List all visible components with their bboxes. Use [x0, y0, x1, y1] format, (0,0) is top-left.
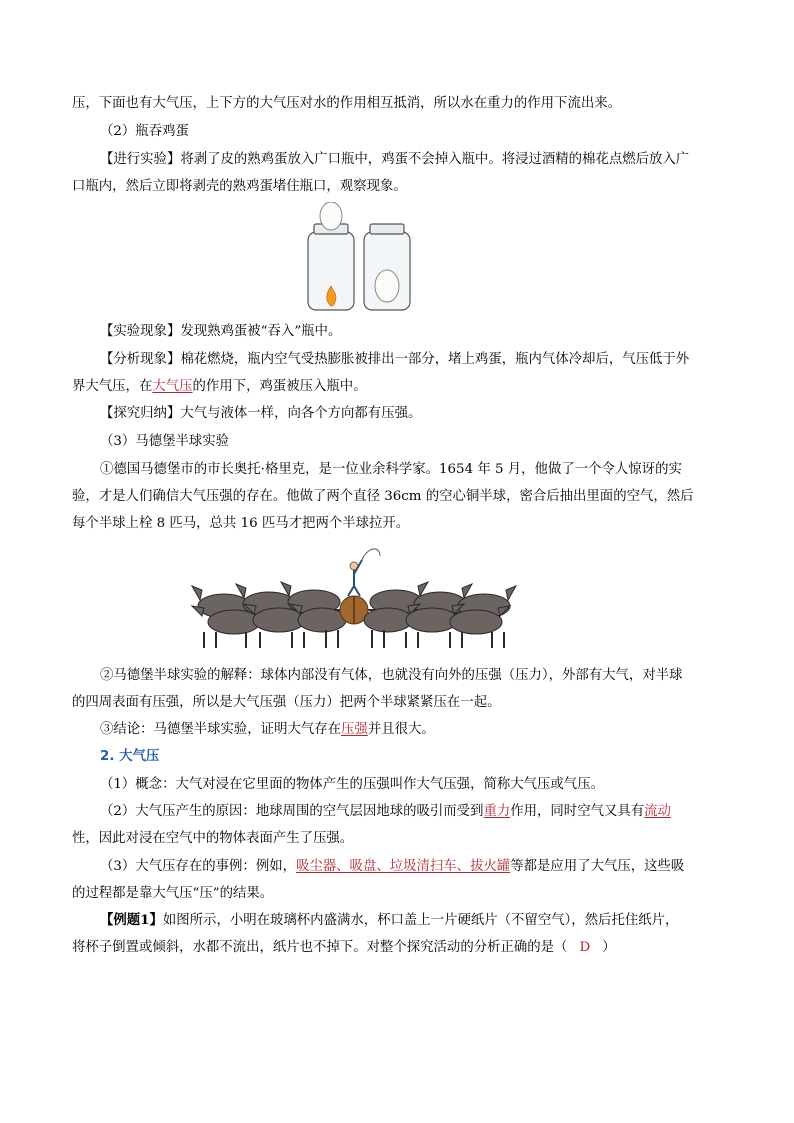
section-heading-atmospheric-pressure: 2. 大气压 — [100, 749, 160, 764]
paragraph-line: 压，下面也有大气压，上下方的大气压对水的作用相互抵消，所以水在重力的作用下流出来。 — [72, 96, 622, 111]
paragraph-line: 【分析现象】棉花燃烧，瓶内空气受热膨胀被排出一部分，堵上鸡蛋，瓶内气体冷却后，气压低于外 — [100, 352, 690, 367]
underlined-term: 压强 — [341, 722, 368, 737]
text: 的作用下，鸡蛋被压入瓶中。 — [192, 379, 367, 394]
horses-right — [364, 582, 516, 648]
text: 将杯子倒置或倾斜，水都不流出，纸片也不掉下。对整个探究活动的分析正确的是（ — [72, 940, 568, 955]
text: （2）大气压产生的原因：地球周围的空气层因地球的吸引而受到 — [100, 804, 484, 819]
egg-on-bottle — [320, 202, 342, 230]
example-label: 【例题1】 — [100, 912, 163, 928]
paragraph-line — [100, 716, 750, 743]
paragraph-line: 【实验现象】发现熟鸡蛋被“吞入”瓶中。 — [100, 324, 342, 339]
underlined-term: 重力 — [483, 804, 511, 819]
paragraph-line — [100, 853, 750, 880]
subheading-magdeburg: （3）马德堡半球实验 — [100, 434, 230, 449]
paragraph-line: 的过程都是靠大气压“压”的结果。 — [72, 886, 274, 901]
subheading-egg-in-bottle: （2）瓶吞鸡蛋 — [100, 124, 189, 139]
paragraph-line — [72, 373, 722, 400]
paragraph-line: 【探究归纳】大气与液体一样，向各个方向都有压强。 — [100, 406, 422, 421]
paragraph-line: 每个半球上栓 8 匹马，总共 16 匹马才把两个半球拉开。 — [72, 516, 410, 531]
text: 如图所示，小明在玻璃杯内盛满水，杯口盖上一片硬纸片（不留空气），然后托住纸片， — [162, 913, 679, 928]
magdeburg-hemispheres-figure — [184, 540, 524, 652]
paragraph-line — [72, 934, 722, 961]
paragraph-line: （1）概念：大气对浸在它里面的物体产生的压强叫作大气压强，简称大气压或气压。 — [100, 777, 604, 792]
paragraph-line — [100, 798, 750, 825]
answer-mark: D — [579, 940, 591, 955]
text: 并且很大。 — [367, 722, 435, 737]
text: （3）大气压存在的事例：例如， — [100, 859, 296, 874]
underlined-term: 吸尘器、吸盘、垃圾清扫车、拔火罐 — [296, 859, 511, 874]
paragraph-line: 的四周表面有压强，所以是大气压强（压力）把两个半球紧紧压在一起。 — [72, 695, 501, 710]
paragraph-line: 【进行实验】将剥了皮的熟鸡蛋放入广口瓶中，鸡蛋不会掉入瓶中。将浸过酒精的棉花点燃后放入广 — [100, 152, 690, 167]
egg-bottle-figure — [300, 202, 418, 314]
text: 界大气压，在 — [72, 379, 153, 394]
man-with-whip — [348, 549, 380, 596]
paragraph-line: 验，才是人们确信大气压强的存在。他做了两个直径 36cm 的空心铜半球，密合后抽出里面的空气，然后 — [72, 489, 694, 504]
text: 等都是应用了大气压，这些吸 — [510, 859, 685, 874]
paragraph-line: 口瓶内，然后立即将剥壳的熟鸡蛋堵住瓶口，观察现象。 — [72, 179, 407, 194]
paragraph-line: ②马德堡半球实验的解释：球体内部没有气体，也就没有向外的压强（压力），外部有大气，对半球 — [100, 668, 683, 683]
example-question — [100, 907, 750, 934]
paragraph-line: 性，因此对浸在空气中的物体表面产生了压强。 — [72, 831, 354, 846]
egg-in-bottle — [375, 270, 399, 302]
text: 作用，同时空气又具有 — [510, 804, 645, 819]
underlined-term: 流动 — [644, 804, 671, 819]
horses-left — [192, 582, 346, 648]
underlined-term: 大气压 — [152, 379, 193, 394]
text: ③结论：马德堡半球实验，证明大气存在 — [100, 722, 342, 737]
text: ） — [602, 940, 616, 955]
paragraph-line: ①德国马德堡市的市长奥托·格里克，是一位业余科学家。1654 年 5 月，他做了一个令人惊讶的实 — [100, 462, 682, 477]
